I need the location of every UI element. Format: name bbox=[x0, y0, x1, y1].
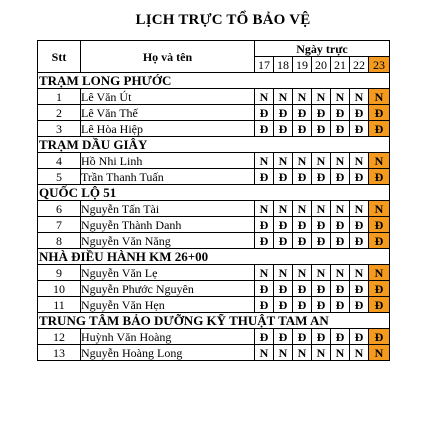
duty-code-cell: N bbox=[293, 89, 312, 105]
duty-code-cell: N bbox=[255, 89, 274, 105]
duty-code-cell: N bbox=[350, 265, 369, 281]
duty-code-cell: N bbox=[255, 153, 274, 169]
section-row bbox=[38, 137, 390, 153]
day-header-21: 21 bbox=[331, 57, 350, 73]
duty-code-cell: N bbox=[255, 201, 274, 217]
duty-code-cell: Đ bbox=[312, 121, 331, 137]
duty-code-cell: Đ bbox=[350, 105, 369, 121]
row-name: Lê Văn Thế bbox=[81, 105, 255, 121]
table-row bbox=[38, 89, 390, 105]
duty-code-cell: Đ bbox=[350, 233, 369, 249]
duty-code-cell: Đ bbox=[369, 233, 390, 249]
page-title: LỊCH TRỰC TỔ BẢO VỆ bbox=[135, 12, 311, 28]
duty-code-cell: N bbox=[293, 345, 312, 361]
row-name: Nguyễn Văn Lẹ bbox=[81, 265, 255, 281]
duty-code-cell: Đ bbox=[312, 281, 331, 297]
duty-code-cell: Đ bbox=[255, 297, 274, 313]
section-row bbox=[38, 249, 390, 265]
section-row bbox=[38, 73, 390, 89]
table-row bbox=[38, 345, 390, 361]
duty-code-cell: Đ bbox=[293, 329, 312, 345]
row-stt: 5 bbox=[38, 169, 81, 185]
duty-code-cell: N bbox=[331, 201, 350, 217]
duty-code-cell: Đ bbox=[293, 297, 312, 313]
duty-code-cell: Đ bbox=[350, 329, 369, 345]
duty-code-cell: Đ bbox=[312, 297, 331, 313]
duty-code-cell: N bbox=[312, 345, 331, 361]
duty-code-cell: Đ bbox=[274, 297, 293, 313]
duty-code-cell: N bbox=[369, 153, 390, 169]
duty-code-cell: Đ bbox=[350, 217, 369, 233]
header-name: Họ và tên bbox=[81, 41, 255, 73]
duty-code-cell: Đ bbox=[369, 169, 390, 185]
row-name: Huỳnh Văn Hoàng bbox=[81, 329, 255, 345]
row-name: Lê Hòa Hiệp bbox=[81, 121, 255, 137]
duty-code-cell: Đ bbox=[350, 281, 369, 297]
duty-code-cell: N bbox=[369, 265, 390, 281]
row-stt: 12 bbox=[38, 329, 81, 345]
duty-code-cell: Đ bbox=[274, 329, 293, 345]
duty-code-cell: N bbox=[312, 89, 331, 105]
duty-code-cell: N bbox=[312, 201, 331, 217]
row-name: Nguyễn Thành Danh bbox=[81, 217, 255, 233]
duty-code-cell: N bbox=[331, 153, 350, 169]
duty-code-cell: Đ bbox=[255, 121, 274, 137]
duty-code-cell: Đ bbox=[255, 281, 274, 297]
section-row bbox=[38, 185, 390, 201]
duty-code-cell: N bbox=[331, 89, 350, 105]
duty-code-cell: N bbox=[293, 265, 312, 281]
duty-code-cell: Đ bbox=[369, 297, 390, 313]
duty-code-cell: N bbox=[350, 345, 369, 361]
duty-code-cell: Đ bbox=[293, 217, 312, 233]
duty-code-cell: N bbox=[274, 201, 293, 217]
section-title: TRẠM LONG PHƯỚC bbox=[38, 73, 390, 89]
section-title: TRUNG TÂM BẢO DƯỠNG KỸ THUẬT TAM AN bbox=[38, 313, 390, 329]
row-stt: 7 bbox=[38, 217, 81, 233]
day-header-18: 18 bbox=[274, 57, 293, 73]
row-name: Hồ Nhi Linh bbox=[81, 153, 255, 169]
duty-code-cell: Đ bbox=[331, 105, 350, 121]
duty-code-cell: Đ bbox=[350, 169, 369, 185]
duty-code-cell: Đ bbox=[312, 217, 331, 233]
section-title: NHÀ ĐIỀU HÀNH KM 26+00 bbox=[38, 249, 390, 265]
duty-code-cell: Đ bbox=[369, 121, 390, 137]
duty-code-cell: Đ bbox=[312, 105, 331, 121]
row-stt: 4 bbox=[38, 153, 81, 169]
header-stt: Stt bbox=[38, 41, 81, 73]
duty-roster-table bbox=[37, 40, 390, 361]
duty-code-cell: Đ bbox=[293, 233, 312, 249]
duty-code-cell: Đ bbox=[369, 105, 390, 121]
duty-code-cell: Đ bbox=[331, 233, 350, 249]
section-title: QUỐC LỘ 51 bbox=[38, 185, 390, 201]
duty-code-cell: N bbox=[369, 89, 390, 105]
table-row bbox=[38, 233, 390, 249]
table-row bbox=[38, 281, 390, 297]
row-stt: 1 bbox=[38, 89, 81, 105]
duty-code-cell: N bbox=[350, 201, 369, 217]
duty-code-cell: Đ bbox=[255, 233, 274, 249]
table-row bbox=[38, 153, 390, 169]
row-name: Nguyễn Hoàng Long bbox=[81, 345, 255, 361]
duty-code-cell: Đ bbox=[293, 169, 312, 185]
duty-code-cell: Đ bbox=[274, 233, 293, 249]
day-header-23: 23 bbox=[369, 57, 390, 73]
duty-code-cell: N bbox=[274, 89, 293, 105]
duty-code-cell: N bbox=[331, 345, 350, 361]
row-name: Nguyễn Tấn Tài bbox=[81, 201, 255, 217]
row-name: Trần Thanh Tuấn bbox=[81, 169, 255, 185]
duty-code-cell: Đ bbox=[369, 329, 390, 345]
duty-code-cell: N bbox=[312, 153, 331, 169]
duty-code-cell: N bbox=[331, 265, 350, 281]
row-stt: 10 bbox=[38, 281, 81, 297]
duty-code-cell: Đ bbox=[331, 121, 350, 137]
duty-code-cell: Đ bbox=[331, 297, 350, 313]
duty-code-cell: Đ bbox=[274, 121, 293, 137]
duty-code-cell: Đ bbox=[369, 217, 390, 233]
duty-code-cell: Đ bbox=[331, 169, 350, 185]
table-row bbox=[38, 201, 390, 217]
row-stt: 11 bbox=[38, 297, 81, 313]
row-name: Nguyễn Văn Hẹn bbox=[81, 297, 255, 313]
day-header-17: 17 bbox=[255, 57, 274, 73]
day-header-22: 22 bbox=[350, 57, 369, 73]
duty-code-cell: Đ bbox=[331, 217, 350, 233]
section-title: TRẠM DẦU GIÂY bbox=[38, 137, 390, 153]
row-name: Lê Văn Út bbox=[81, 89, 255, 105]
duty-code-cell: N bbox=[293, 153, 312, 169]
table-row bbox=[38, 265, 390, 281]
duty-code-cell: N bbox=[350, 89, 369, 105]
duty-code-cell: Đ bbox=[293, 121, 312, 137]
duty-code-cell: Đ bbox=[255, 105, 274, 121]
duty-code-cell: Đ bbox=[255, 217, 274, 233]
duty-code-cell: N bbox=[293, 201, 312, 217]
row-stt: 9 bbox=[38, 265, 81, 281]
section-row bbox=[38, 313, 390, 329]
duty-code-cell: Đ bbox=[274, 281, 293, 297]
duty-code-cell: N bbox=[312, 265, 331, 281]
duty-code-cell: Đ bbox=[293, 281, 312, 297]
duty-code-cell: N bbox=[255, 265, 274, 281]
duty-code-cell: Đ bbox=[350, 297, 369, 313]
duty-code-cell: Đ bbox=[312, 169, 331, 185]
row-stt: 3 bbox=[38, 121, 81, 137]
duty-code-cell: Đ bbox=[293, 105, 312, 121]
duty-code-cell: N bbox=[274, 153, 293, 169]
duty-code-cell: N bbox=[350, 153, 369, 169]
table-row bbox=[38, 105, 390, 121]
day-header-19: 19 bbox=[293, 57, 312, 73]
row-stt: 8 bbox=[38, 233, 81, 249]
duty-code-cell: Đ bbox=[274, 217, 293, 233]
duty-code-cell: Đ bbox=[350, 121, 369, 137]
duty-code-cell: N bbox=[369, 201, 390, 217]
table-row bbox=[38, 169, 390, 185]
row-name: Nguyễn Văn Năng bbox=[81, 233, 255, 249]
table-row bbox=[38, 297, 390, 313]
duty-code-cell: Đ bbox=[274, 105, 293, 121]
duty-code-cell: Đ bbox=[331, 281, 350, 297]
table-row bbox=[38, 217, 390, 233]
duty-code-cell: Đ bbox=[331, 329, 350, 345]
header-days-title: Ngày trực bbox=[255, 41, 390, 57]
duty-code-cell: Đ bbox=[312, 329, 331, 345]
day-header-20: 20 bbox=[312, 57, 331, 73]
duty-code-cell: N bbox=[274, 345, 293, 361]
row-name: Nguyễn Phước Nguyên bbox=[81, 281, 255, 297]
duty-code-cell: Đ bbox=[274, 169, 293, 185]
duty-code-cell: N bbox=[274, 265, 293, 281]
duty-code-cell: Đ bbox=[312, 233, 331, 249]
table-row bbox=[38, 329, 390, 345]
duty-code-cell: N bbox=[369, 345, 390, 361]
table-row bbox=[38, 121, 390, 137]
duty-code-cell: N bbox=[255, 345, 274, 361]
duty-code-cell: Đ bbox=[255, 169, 274, 185]
row-stt: 2 bbox=[38, 105, 81, 121]
row-stt: 13 bbox=[38, 345, 81, 361]
duty-code-cell: Đ bbox=[255, 329, 274, 345]
duty-code-cell: Đ bbox=[369, 281, 390, 297]
row-stt: 6 bbox=[38, 201, 81, 217]
